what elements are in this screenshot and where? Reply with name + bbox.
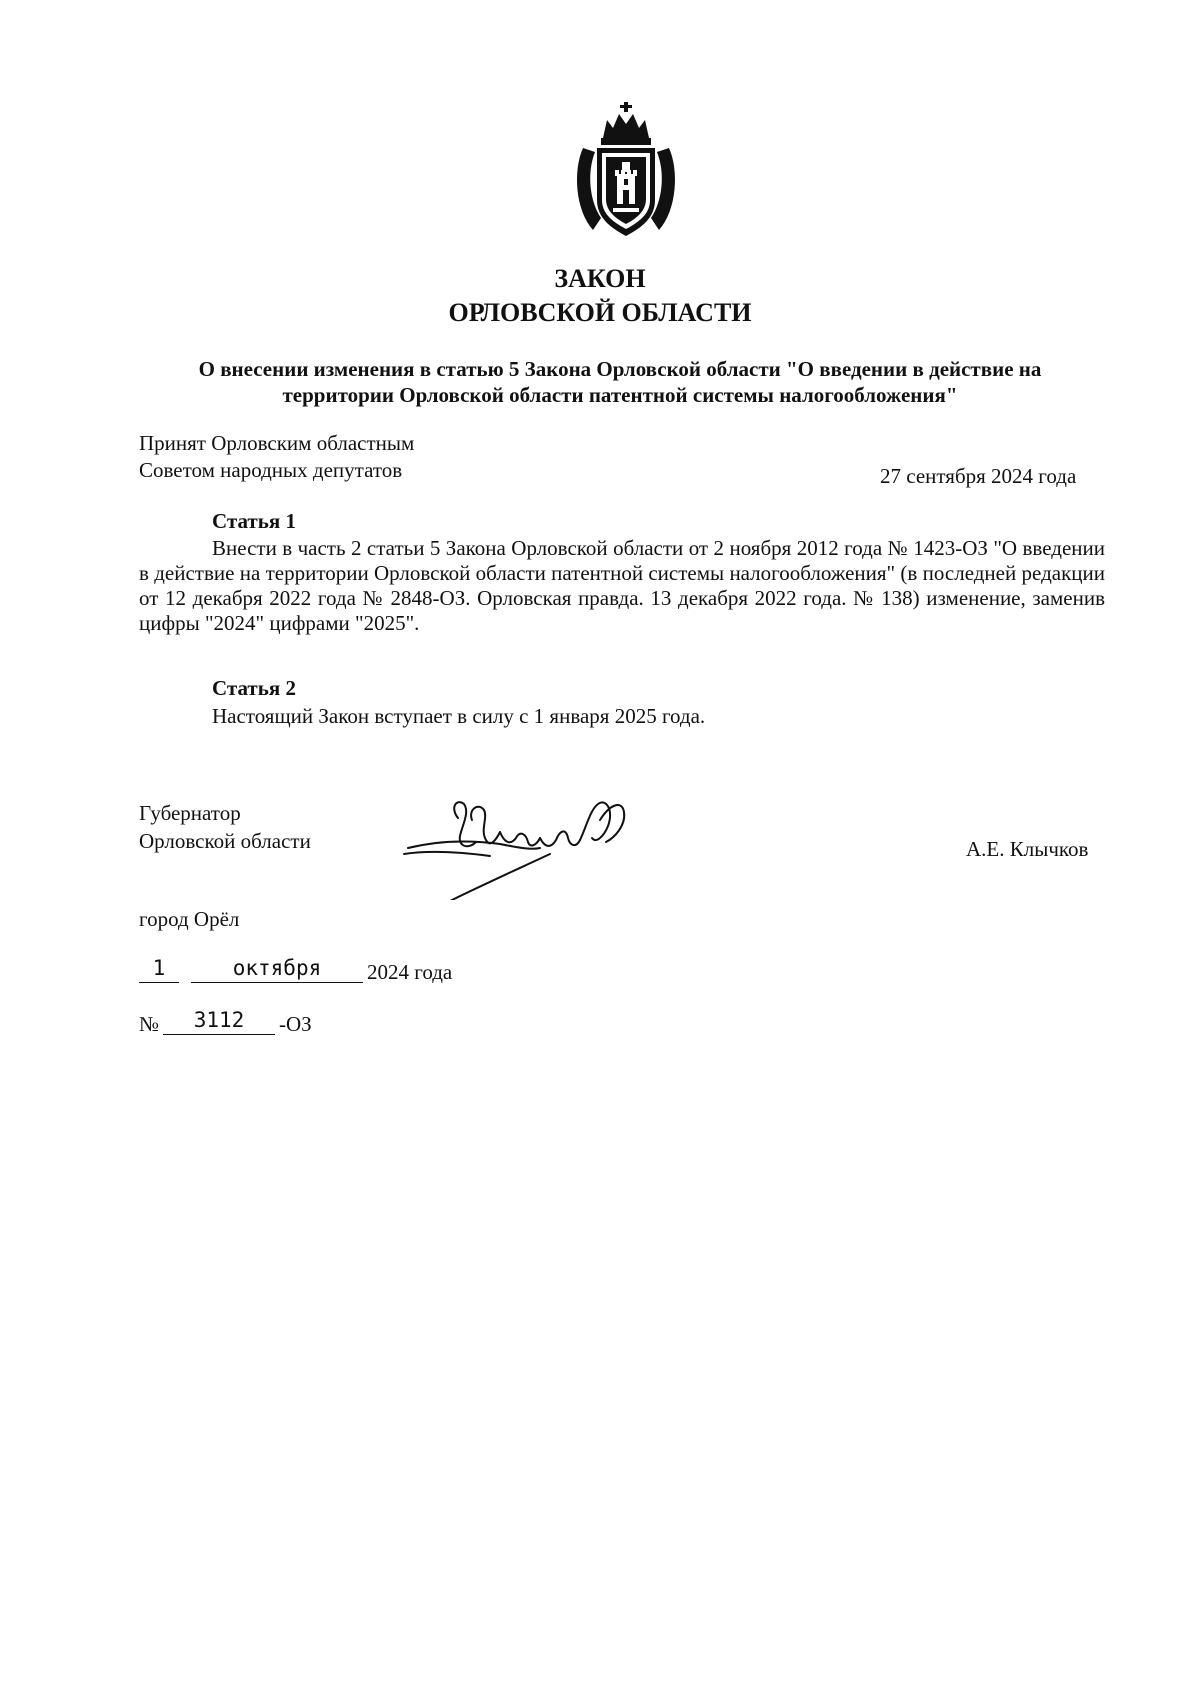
region-title: ОРЛОВСКОЙ ОБЛАСТИ <box>448 298 752 327</box>
article-2-body: Настоящий Закон вступает в силу с 1 января 2025 года. <box>212 704 706 728</box>
adoption-date: 27 сентября 2024 года <box>880 464 1077 488</box>
article-2-heading: Статья 2 <box>212 676 296 700</box>
law-subject: О внесении изменения в статью 5 Закона Орловской области "О введении в действие на территории Орловской области патентной системы налогообложения" <box>198 357 1042 407</box>
document-type-title: ЗАКОН <box>554 264 646 293</box>
registration-number-field: 3112 <box>163 1008 275 1035</box>
adopted-by-line1: Принят Орловским областным <box>139 431 415 455</box>
article-1-heading: Статья 1 <box>212 509 296 533</box>
registration-suffix: -ОЗ <box>279 1012 312 1036</box>
signatory-position-line1: Губернатор <box>139 801 241 825</box>
registration-number <box>139 1008 439 1038</box>
governor-signature <box>400 790 660 900</box>
article-1-body: Внести в часть 2 статьи 5 Закона Орловской области от 2 ноября 2012 года № 1423-ОЗ "О введении в действие на территории Орловской области патентной системы налогообложения" (в последней редакции от 12 декабря 2022 года № 2848-ОЗ. Орловская правда. 13 декабря 2022 года. № 138) изменение, заменив цифры "2024" цифрами "2025". <box>139 536 1105 635</box>
signatory-name: А.Е. Клычков <box>966 837 1089 861</box>
number-sign: № <box>139 1012 160 1036</box>
signing-place: город Орёл <box>139 907 240 931</box>
signing-year: 2024 года <box>367 960 453 984</box>
signatory-position-line2: Орловской области <box>139 829 311 853</box>
signing-month-field: октября <box>191 956 363 983</box>
orel-oblast-coat-of-arms-icon <box>573 100 679 242</box>
signing-day-field: 1 <box>139 956 179 983</box>
signing-date <box>139 956 539 986</box>
adopted-by-line2: Советом народных депутатов <box>139 458 403 482</box>
